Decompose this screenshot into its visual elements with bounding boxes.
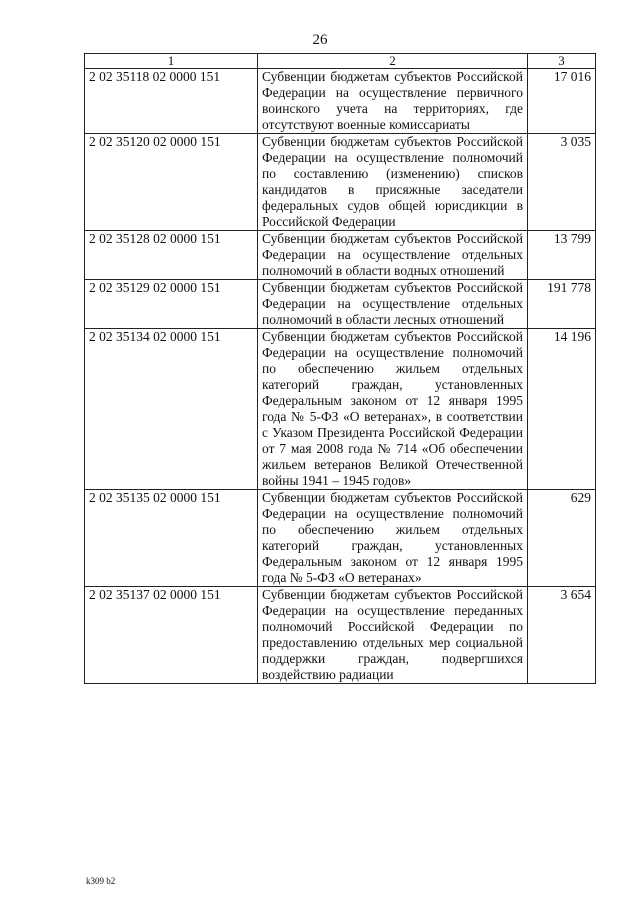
row-description: Субвенции бюджетам субъектов Российской Федерации на осуществление полномочий по обеспечению жильем отдельных категорий граждан, установленных Федеральным законом от 12 января 1995 года № 5-ФЗ «О ветеранах» [258, 490, 528, 587]
table-row [85, 329, 596, 490]
table-header-row [85, 54, 596, 69]
row-description: Субвенции бюджетам субъектов Российской Федерации на осуществление переданных полномочий Российской Федерации по предоставлению отдельных мер социальной поддержки граждан, подвергшихся воздействию радиации [258, 587, 528, 684]
row-code: 2 02 35128 02 0000 151 [85, 231, 258, 280]
row-amount: 17 016 [528, 69, 596, 134]
page-number: 26 [312, 32, 328, 48]
row-description: Субвенции бюджетам субъектов Российской Федерации на осуществление первичного воинского учета на территориях, где отсутствуют военные комиссариаты [258, 69, 528, 134]
row-code: 2 02 35129 02 0000 151 [85, 280, 258, 329]
column-header-code: 1 [85, 54, 258, 69]
table-row [85, 280, 596, 329]
table-row [85, 134, 596, 231]
row-amount: 629 [528, 490, 596, 587]
table-row [85, 587, 596, 684]
row-amount: 191 778 [528, 280, 596, 329]
row-description: Субвенции бюджетам субъектов Российской Федерации на осуществление отдельных полномочий в области водных отношений [258, 231, 528, 280]
footer-code: k309 b2 [86, 876, 116, 886]
row-amount: 3 035 [528, 134, 596, 231]
budget-table [84, 53, 596, 684]
column-header-description: 2 [258, 54, 528, 69]
row-code: 2 02 35120 02 0000 151 [85, 134, 258, 231]
column-header-amount: 3 [528, 54, 596, 69]
row-amount: 3 654 [528, 587, 596, 684]
row-code: 2 02 35137 02 0000 151 [85, 587, 258, 684]
table-row [85, 490, 596, 587]
row-amount: 14 196 [528, 329, 596, 490]
row-code: 2 02 35134 02 0000 151 [85, 329, 258, 490]
row-description: Субвенции бюджетам субъектов Российской Федерации на осуществление полномочий по обеспечению жильем отдельных категорий граждан, установленных Федеральным законом от 12 января 1995 года № 5-ФЗ «О ветеранах», в соответствии с Указом Президента Российской Федерации от 7 мая 2008 года № 714 «Об обеспечении жильем ветеранов Великой Отечественной войны 1941 – 1945 годов» [258, 329, 528, 490]
row-amount: 13 799 [528, 231, 596, 280]
row-description: Субвенции бюджетам субъектов Российской Федерации на осуществление отдельных полномочий в области лесных отношений [258, 280, 528, 329]
table-row [85, 231, 596, 280]
table-row [85, 69, 596, 134]
row-description: Субвенции бюджетам субъектов Российской Федерации на осуществление полномочий по составлению (изменению) списков кандидатов в присяжные заседатели федеральных судов общей юрисдикции в Российской Федерации [258, 134, 528, 231]
row-code: 2 02 35118 02 0000 151 [85, 69, 258, 134]
row-code: 2 02 35135 02 0000 151 [85, 490, 258, 587]
